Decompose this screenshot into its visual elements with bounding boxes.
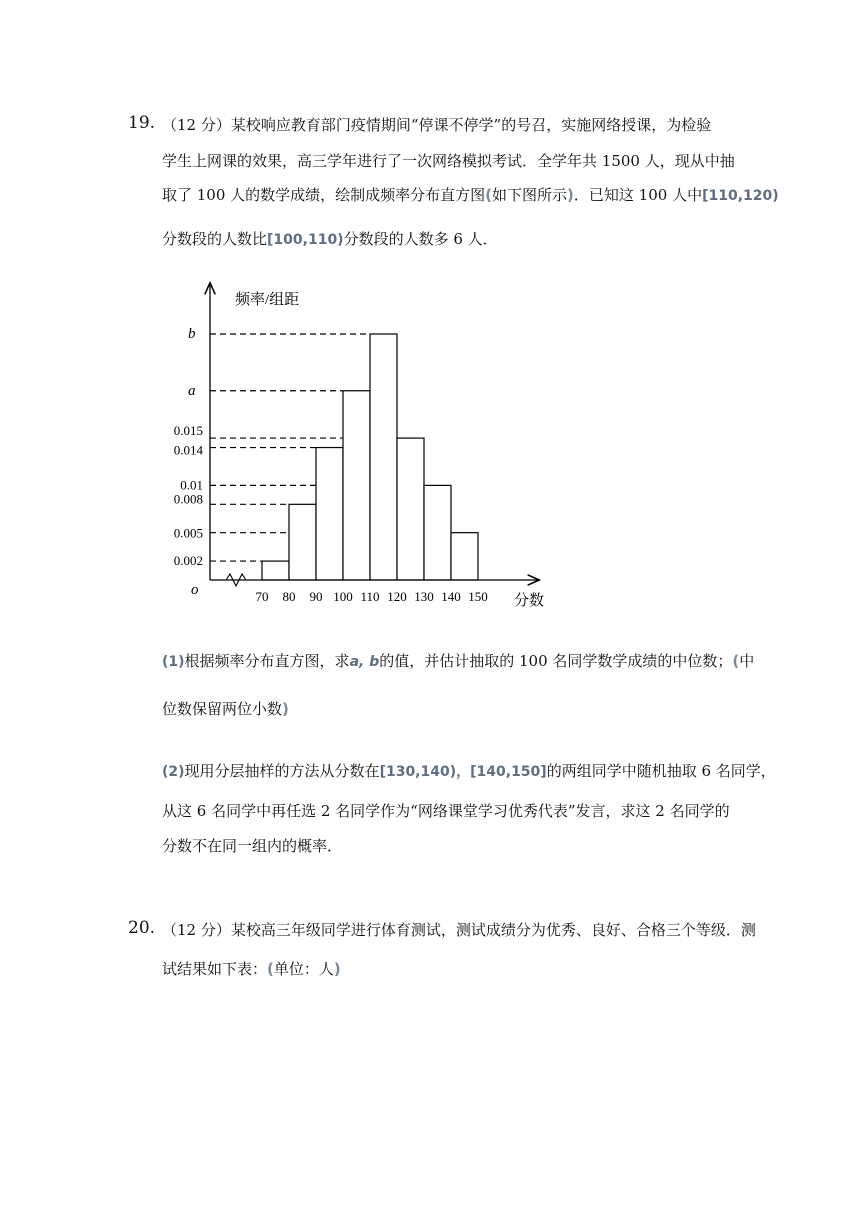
q19-text-3a: 取了 100 人的数学成绩，绘制成频率分布直方图 (162, 186, 486, 204)
q19-line-4 (162, 228, 498, 249)
q19-text-4b: 分数段的人数多 6 人． (343, 230, 498, 248)
part1-label: (1) (162, 654, 185, 670)
y-axis-label: 频率/组距 (235, 292, 300, 308)
q20-text-2b: 单位：人 (273, 960, 334, 978)
x-tick-label: 120 (387, 589, 407, 604)
interval-110-120: [110,120) (702, 188, 779, 204)
part1-vars: a, b (349, 654, 380, 670)
y-tick-label: 0.015 (173, 423, 203, 439)
x-axis-label: 分数 (514, 593, 545, 609)
x-tick-label: 110 (360, 589, 380, 604)
histogram-bar (370, 334, 397, 580)
q19-line-3: 取了 100 人的数学成绩，绘制成频率分布直方图(如下图所示)．已知这 100 人中[110,120) (162, 186, 779, 204)
q20-text-1: 某校高三年级同学进行体育测试，测试成绩分为优秀、良好、合格三个等级．测 (230, 921, 756, 939)
y-tick-label: b (188, 326, 196, 342)
y-tick-label: 0.005 (173, 525, 203, 541)
interval-140-150: [140,150] (470, 764, 547, 780)
q19-part2-line-1 (162, 760, 776, 781)
part1-text-d: 位数保留两位小数 (162, 700, 283, 718)
q19-part2-line-3: 分数不在同一组内的概率． (162, 837, 343, 855)
q19-text-3b: 如下图所示 (492, 186, 568, 204)
part1-text-a: 根据频率分布直方图，求 (184, 652, 350, 670)
part1-text-c: 中 (739, 652, 755, 670)
interval-130-140: [130,140) (379, 764, 457, 780)
histogram-bar (343, 391, 370, 580)
x-tick-label: 150 (468, 589, 488, 604)
q19-text-3c: ．已知这 100 人中 (573, 186, 703, 204)
histogram-bar (451, 533, 478, 580)
q20-line-1 (162, 919, 756, 940)
histogram-bar (289, 504, 316, 580)
q19-text-1: 某校响应教育部门疫情期间“停课不停学”的号召，实施网络授课，为检验 (230, 116, 712, 134)
q19-line-1 (162, 114, 711, 135)
y-tick-label: 0.01 (180, 477, 203, 493)
question-number-20: 20. (128, 918, 156, 938)
q20-score: （12 分） (162, 921, 231, 939)
y-tick-label: 0.008 (173, 491, 203, 507)
q19-score: （12 分） (162, 116, 231, 134)
histogram-bar (397, 438, 424, 580)
question-number-19: 19. (128, 113, 156, 133)
part1-text-b: 的值，并估计抽取的 100 名同学数学成绩的中位数； (379, 652, 733, 670)
y-tick-label: 0.002 (173, 553, 203, 569)
q19-part1-line-2: 位数保留两位小数) (162, 700, 289, 718)
q19-text-4a: 分数段的人数比 (162, 230, 268, 248)
q19-line-2: 学生上网课的效果，高三学年进行了一次网络模拟考试．全学年共 1500 人，现从中抽 (162, 152, 735, 170)
x-tick-label: 100 (333, 589, 353, 604)
x-tick-label: 130 (414, 589, 434, 604)
origin-label: o (191, 582, 199, 598)
part2-label: (2) (162, 764, 185, 780)
histogram-bar (424, 485, 451, 580)
q19-part1-line-1: (1)根据频率分布直方图，求a, b的值，并估计抽取的 100 名同学数学成绩的中位数；(中 (162, 652, 755, 670)
histogram-bar (262, 561, 289, 580)
part2-text-a: 现用分层抽样的方法从分数在 (184, 762, 380, 780)
y-tick-label: a (188, 382, 196, 399)
part2-separator: ， (456, 764, 471, 780)
x-tick-label: 140 (441, 589, 461, 604)
q20-line-2: 试结果如下表：(单位：人) (162, 960, 341, 978)
x-tick-label: 90 (309, 589, 323, 604)
x-tick-label: 70 (255, 589, 269, 604)
q20-text-2a: 试结果如下表： (162, 960, 268, 978)
y-tick-label: 0.014 (173, 442, 203, 458)
x-tick-label: 80 (282, 589, 296, 604)
interval-100-110: [100,110) (267, 232, 344, 248)
part2-text-b: 的两组同学中随机抽取 6 名同学， (546, 762, 776, 780)
frequency-histogram (150, 270, 570, 620)
histogram-bar (316, 448, 343, 580)
q19-part2-line-2: 从这 6 名同学中再任选 2 名同学作为“网络课堂学习优秀代表”发言，求这 2 名同学的 (162, 802, 730, 820)
